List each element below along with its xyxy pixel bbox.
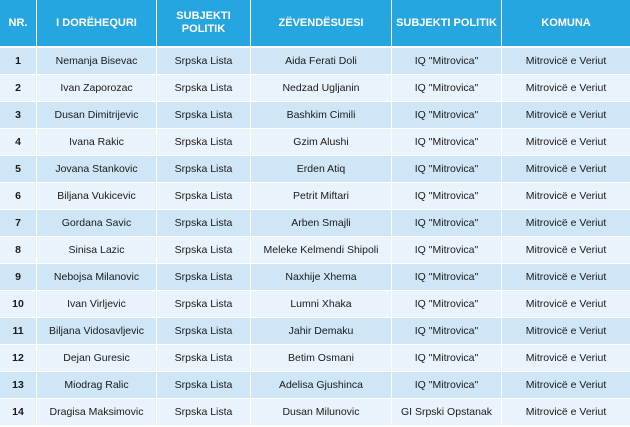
cell-nr: 6 bbox=[0, 183, 37, 210]
cell-replacement-subject: IQ "Mitrovica" bbox=[392, 372, 502, 399]
cell-replacement: Dusan Milunovic bbox=[251, 399, 392, 426]
cell-replacement-subject: IQ "Mitrovica" bbox=[392, 264, 502, 291]
table-row bbox=[0, 210, 630, 237]
cell-replacement-subject: IQ "Mitrovica" bbox=[392, 102, 502, 129]
cell-nr: 11 bbox=[0, 318, 37, 345]
cell-political-subject: Srpska Lista bbox=[157, 372, 251, 399]
table-row bbox=[0, 75, 630, 102]
header-replacement: ZËVENDËSUESI bbox=[251, 0, 392, 48]
table-row bbox=[0, 264, 630, 291]
cell-replacement: Adelisa Gjushinca bbox=[251, 372, 392, 399]
table-row bbox=[0, 156, 630, 183]
cell-municipality: Mitrovicë e Veriut bbox=[502, 183, 630, 210]
cell-municipality: Mitrovicë e Veriut bbox=[502, 129, 630, 156]
cell-resigned: Gordana Savic bbox=[37, 210, 157, 237]
cell-replacement: Betim Osmani bbox=[251, 345, 392, 372]
header-resigned: I DORËHEQURI bbox=[37, 0, 157, 48]
cell-nr: 8 bbox=[0, 237, 37, 264]
cell-political-subject: Srpska Lista bbox=[157, 129, 251, 156]
cell-resigned: Biljana Vukicevic bbox=[37, 183, 157, 210]
cell-nr: 10 bbox=[0, 291, 37, 318]
table-row bbox=[0, 183, 630, 210]
cell-replacement-subject: IQ "Mitrovica" bbox=[392, 75, 502, 102]
header-municipality: KOMUNA bbox=[502, 0, 630, 48]
cell-municipality: Mitrovicë e Veriut bbox=[502, 156, 630, 183]
cell-nr: 4 bbox=[0, 129, 37, 156]
cell-replacement: Aida Ferati Doli bbox=[251, 48, 392, 75]
cell-resigned: Ivana Rakic bbox=[37, 129, 157, 156]
cell-political-subject: Srpska Lista bbox=[157, 237, 251, 264]
cell-replacement-subject: IQ "Mitrovica" bbox=[392, 183, 502, 210]
cell-political-subject: Srpska Lista bbox=[157, 291, 251, 318]
cell-replacement-subject: IQ "Mitrovica" bbox=[392, 291, 502, 318]
cell-replacement-subject: IQ "Mitrovica" bbox=[392, 156, 502, 183]
cell-municipality: Mitrovicë e Veriut bbox=[502, 399, 630, 426]
cell-nr: 7 bbox=[0, 210, 37, 237]
cell-resigned: Sinisa Lazic bbox=[37, 237, 157, 264]
cell-replacement-subject: GI Srpski Opstanak bbox=[392, 399, 502, 426]
cell-replacement: Lumni Xhaka bbox=[251, 291, 392, 318]
cell-municipality: Mitrovicë e Veriut bbox=[502, 75, 630, 102]
cell-replacement-subject: IQ "Mitrovica" bbox=[392, 345, 502, 372]
cell-resigned: Dejan Guresic bbox=[37, 345, 157, 372]
cell-political-subject: Srpska Lista bbox=[157, 210, 251, 237]
table-row bbox=[0, 291, 630, 318]
cell-resigned: Jovana Stankovic bbox=[37, 156, 157, 183]
cell-municipality: Mitrovicë e Veriut bbox=[502, 264, 630, 291]
cell-nr: 12 bbox=[0, 345, 37, 372]
cell-resigned: Dragisa Maksimovic bbox=[37, 399, 157, 426]
cell-political-subject: Srpska Lista bbox=[157, 399, 251, 426]
cell-political-subject: Srpska Lista bbox=[157, 102, 251, 129]
cell-replacement: Jahir Demaku bbox=[251, 318, 392, 345]
cell-nr: 3 bbox=[0, 102, 37, 129]
table-row bbox=[0, 129, 630, 156]
cell-replacement: Meleke Kelmendi Shipoli bbox=[251, 237, 392, 264]
table-row bbox=[0, 102, 630, 129]
cell-replacement: Nedzad Ugljanin bbox=[251, 75, 392, 102]
table-row bbox=[0, 237, 630, 264]
cell-municipality: Mitrovicë e Veriut bbox=[502, 48, 630, 75]
cell-municipality: Mitrovicë e Veriut bbox=[502, 210, 630, 237]
cell-municipality: Mitrovicë e Veriut bbox=[502, 318, 630, 345]
cell-replacement-subject: IQ "Mitrovica" bbox=[392, 129, 502, 156]
table-row bbox=[0, 318, 630, 345]
cell-municipality: Mitrovicë e Veriut bbox=[502, 345, 630, 372]
table-row bbox=[0, 48, 630, 75]
cell-nr: 5 bbox=[0, 156, 37, 183]
cell-replacement-subject: IQ "Mitrovica" bbox=[392, 48, 502, 75]
cell-municipality: Mitrovicë e Veriut bbox=[502, 372, 630, 399]
cell-municipality: Mitrovicë e Veriut bbox=[502, 102, 630, 129]
cell-replacement-subject: IQ "Mitrovica" bbox=[392, 237, 502, 264]
cell-resigned: Nebojsa Milanovic bbox=[37, 264, 157, 291]
cell-resigned: Dusan Dimitrijevic bbox=[37, 102, 157, 129]
cell-political-subject: Srpska Lista bbox=[157, 318, 251, 345]
cell-nr: 14 bbox=[0, 399, 37, 426]
header-political-subject-2: SUBJEKTI POLITIK bbox=[392, 0, 502, 48]
cell-nr: 1 bbox=[0, 48, 37, 75]
cell-resigned: Nemanja Bisevac bbox=[37, 48, 157, 75]
cell-resigned: Miodrag Ralic bbox=[37, 372, 157, 399]
cell-nr: 2 bbox=[0, 75, 37, 102]
cell-replacement: Petrit Miftari bbox=[251, 183, 392, 210]
cell-nr: 13 bbox=[0, 372, 37, 399]
table-row bbox=[0, 399, 630, 426]
cell-replacement: Gzim Alushi bbox=[251, 129, 392, 156]
cell-resigned: Biljana Vidosavljevic bbox=[37, 318, 157, 345]
cell-political-subject: Srpska Lista bbox=[157, 75, 251, 102]
cell-nr: 9 bbox=[0, 264, 37, 291]
cell-resigned: Ivan Virljevic bbox=[37, 291, 157, 318]
cell-political-subject: Srpska Lista bbox=[157, 48, 251, 75]
cell-replacement: Arben Smajli bbox=[251, 210, 392, 237]
table-row bbox=[0, 345, 630, 372]
header-nr: NR. bbox=[0, 0, 37, 48]
cell-political-subject: Srpska Lista bbox=[157, 264, 251, 291]
cell-replacement: Naxhije Xhema bbox=[251, 264, 392, 291]
cell-political-subject: Srpska Lista bbox=[157, 183, 251, 210]
cell-replacement: Erden Atiq bbox=[251, 156, 392, 183]
cell-political-subject: Srpska Lista bbox=[157, 156, 251, 183]
table-row bbox=[0, 372, 630, 399]
cell-resigned: Ivan Zaporozac bbox=[37, 75, 157, 102]
cell-municipality: Mitrovicë e Veriut bbox=[502, 291, 630, 318]
header-political-subject-1: SUBJEKTI POLITIK bbox=[157, 0, 251, 48]
cell-municipality: Mitrovicë e Veriut bbox=[502, 237, 630, 264]
table-header-row bbox=[0, 0, 630, 48]
cell-replacement-subject: IQ "Mitrovica" bbox=[392, 210, 502, 237]
cell-replacement: Bashkim Cimili bbox=[251, 102, 392, 129]
cell-political-subject: Srpska Lista bbox=[157, 345, 251, 372]
cell-replacement-subject: IQ "Mitrovica" bbox=[392, 318, 502, 345]
